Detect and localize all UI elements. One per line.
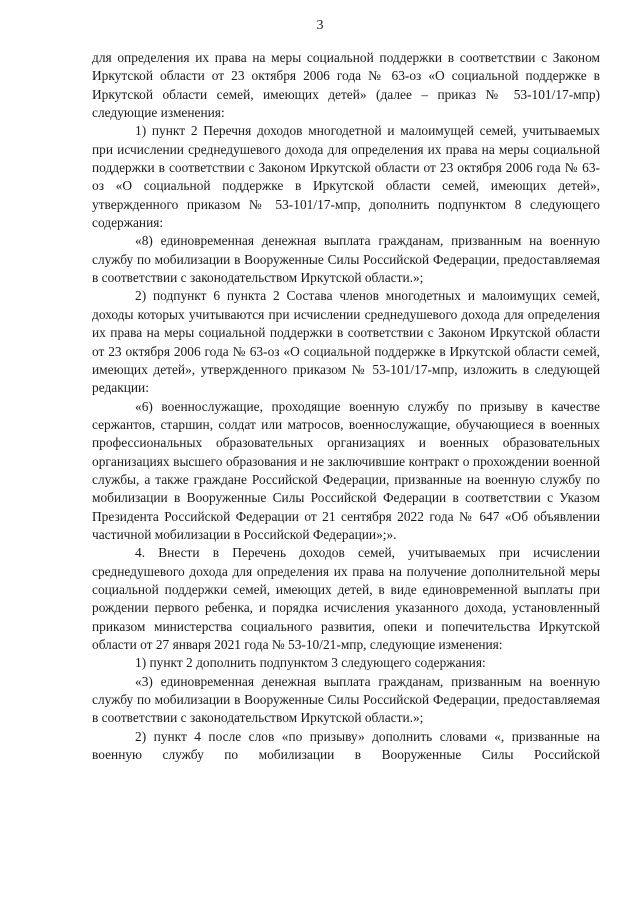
paragraph-quote-8: «8) единовременная денежная выплата гражданам, призванным на военную службу по мобилизации в Вооруженные Силы Российской Федерации, предоставляемая в соответствии с законодательством Иркутской области.»; xyxy=(92,233,600,286)
paragraph-quote-3: «3) единовременная денежная выплата гражданам, призванным на военную службу по мобилизации в Вооруженные Силы Российской Федерации, предоставляемая в соответствии с законодательством Иркутской области.»; xyxy=(92,673,600,726)
paragraph-section-4: 4. Внести в Перечень доходов семей, учитываемых при исчислении среднедушевого дохода для определения их права на получение дополнительной меры социальной поддержки семей, имеющих детей, в виде единовременной выплаты при рождении первого ребенка, и порядка исчисления указанного дохода, установленный приказом министерства социального развития, опеки и попечительства Иркутской области от 27 января 2021 года № 53-10/21-мпр, следующие изменения: xyxy=(92,545,600,652)
page-number: 3 xyxy=(316,18,324,33)
paragraph-section-4-item-1: 1) пункт 2 дополнить подпунктом 3 следующего содержания: xyxy=(135,655,486,671)
paragraph-continuation: для определения их права на меры социальной поддержки в соответствии с Законом Иркутской области от 23 октября 2006 года № 63-оз «О социальной поддержке в Иркутской области семей, имеющих детей» (далее – приказ № 53-101/17-мпр) следующие изменения: xyxy=(92,50,600,121)
paragraph-quote-6: «6) военнослужащие, проходящие военную службу по призыву в качестве сержантов, старшин, солдат или матросов, военнослужащие, обучающиеся в военных профессиональных образовательных организациях и военных образовательных организациях высшего образования и не заключившие контракт о прохождении военной службы, а также граждане Российской Федерации, призванные на военную службу по мобилизации в Вооруженные Силы Российской Федерации в соответствии с Указом Президента Российской Федерации от 21 сентября 2022 года № 647 «Об объявлении частичной мобилизации в Российской Федерации»;». xyxy=(92,398,600,542)
paragraph-item-1: 1) пункт 2 Перечня доходов многодетной и малоимущей семей, учитываемых при исчислении среднедушевого дохода для определения их права на меры социальной поддержки в соответствии с Законом Иркутской области от 23 октября 2006 года № 63-оз «О социальной поддержке в Иркутской области семей, имеющих детей», утвержденного приказом № 53-101/17-мпр, дополнить подпунктом 8 следующего содержания: xyxy=(92,123,600,231)
document-body xyxy=(92,49,600,764)
paragraph-item-2: 2) подпункт 6 пункта 2 Состава членов многодетных и малоимущих семей, доходы которых учитываются при исчислении среднедушевого дохода для определения их права на меры социальной поддержки в соответствии с Законом Иркутской области от 23 октября 2006 года № 63-оз «О социальной поддержке в Иркутской области семей, имеющих детей», утвержденного приказом № 53-101/17-мпр, изложить в следующей редакции: xyxy=(92,288,600,396)
paragraph-section-4-item-2: 2) пункт 4 после слов «по призыву» дополнить словами «, призванные на военную службу по мобилизации в Вооруженные Силы Российской xyxy=(92,728,600,763)
